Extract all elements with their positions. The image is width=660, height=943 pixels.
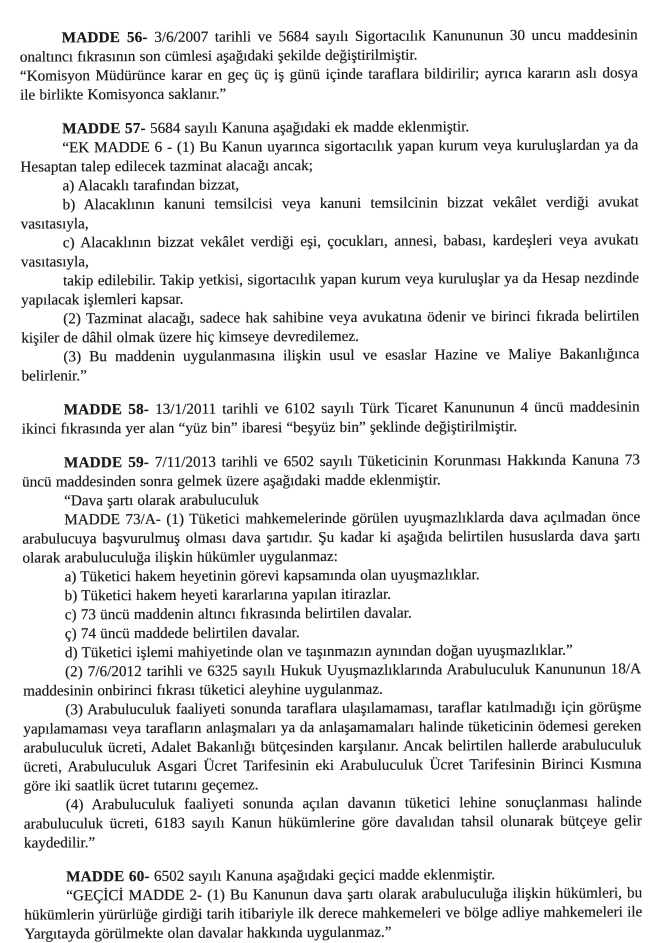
paragraph-text: MADDE 73/A- (1) Tüketici mahkemelerinde görülen uyuşmazlıklarda dava açılmadan önce arabulucuya başvurulmuş olması dava şartıdır. Şu kadar ki aşağıda belirtilen hususlarda dava şartı olarak arabuluculuğa ilişkin hükümler uygulanmaz: xyxy=(22,508,641,567)
paragraph-text: (2) Tazminat alacağı, sadece hak sahibine veya avukatına ödenir ve birinci fıkrada belirtilen kişiler de dâhil olmak üzere hiç kimseye devredilemez. xyxy=(21,307,640,347)
paragraph-text: 13/1/2011 tarihli ve 6102 sayılı Türk Ticaret Kanununun 4 üncü maddesinin ikinci fıkrasında yer alan “yüz bin” ibaresi “beşyüz bin” şeklinde değiştirilmiştir. xyxy=(21,398,640,438)
paragraph-text: 3/6/2007 tarihli ve 5684 sayılı Sigortacılık Kanununun 30 uncu maddesinin onaltıncı fıkrasının son cümlesi aşağıdaki şekilde değiştirilmiştir. xyxy=(19,26,638,66)
article-label: MADDE 56- xyxy=(61,28,148,47)
paragraph-text: “GEÇİCİ MADDE 2- (1) Bu Kanunun dava şartı olarak arabuluculuğa ilişkin hükümleri, bu hükümlerin yürürlüğe girdiği tarih itibariyle ilk derece mahkemeleri ve bölge adliye mahkemeleri ile Yargıtayda görülmekte olan davalar hakkında uygulanmaz.” xyxy=(24,884,643,943)
paragraph xyxy=(22,507,640,567)
paragraph-text: “Dava şartı olarak arabuluculuk xyxy=(64,491,259,510)
paragraph-text: c) 73 üncü maddenin altıncı fıkrasında belirtilen davalar. xyxy=(64,604,412,624)
paragraph xyxy=(22,450,640,491)
paragraph xyxy=(20,135,638,176)
paragraph xyxy=(24,792,642,852)
scanned-text-block xyxy=(20,25,643,943)
paragraph-text: “EK MADDE 6 - (1) Bu Kanun uyarınca sigortacılık yapan kurum veya kuruluşlardan ya da Hesaptan talep edilecek tazminat alacağı ancak; xyxy=(20,136,639,176)
paragraph-text: ç) 74 üncü maddede belirtilen davalar. xyxy=(64,624,300,643)
paragraph xyxy=(21,230,639,271)
paragraph xyxy=(23,697,641,795)
article-label: MADDE 57- xyxy=(62,119,146,138)
article-label: MADDE 58- xyxy=(63,400,150,419)
paragraph xyxy=(20,25,638,66)
paragraph-text: 5684 sayılı Kanuna aşağıdaki ek madde eklenmiştir. xyxy=(145,118,470,137)
paragraph-text: “Komisyon Müdürünce karar en geç üç iş günü içinde taraflara bildirilir; ayrıca kararın aslı dosya ile birlikte Komisyonca saklanır.” xyxy=(19,64,638,104)
paragraph xyxy=(22,397,640,438)
paragraph xyxy=(20,63,638,104)
paragraph-text: (2) 7/6/2012 tarihli ve 6325 sayılı Hukuk Uyuşmazlıklarında Arabuluculuk Kanununun 18/A maddesinin onbirinci fıkrası tüketici aleyhine uygulanmaz. xyxy=(23,660,642,700)
paragraph-text: c) Alacaklının bizzat vekâlet verdiği eşi, çocukları, annesi, babası, kardeşleri veya avukatı vasıtasıyla, xyxy=(20,231,639,271)
paragraph-text: (4) Arabuluculuk faaliyeti sonunda açılan davanın tüketici lehine sonuçlanması halinde arabuluculuk ücreti, 6183 sayılı Kanun hükümlerine göre davalıdan tahsil olunarak bütçeye gelir kaydedilir.” xyxy=(23,793,642,852)
paragraph-text: b) Alacaklının kanuni temsilcisi veya kanuni temsilcinin bizzat vekâlet verdiği avukat vasıtasıyla, xyxy=(20,193,639,233)
paragraph xyxy=(20,192,638,233)
paragraph-text: b) Tüketici hakem heyeti kararlarına yapılan itirazlar. xyxy=(64,585,392,605)
paragraph-text: takip edilebilir. Takip yetkisi, sigortacılık yapan kurum veya kuruluşlar ya da Hesap nezdinde yapılacak işlemleri kapsar. xyxy=(20,269,639,309)
paragraph-text: (3) Arabuluculuk faaliyeti sonunda taraflara ulaşılamaması, taraflar katılmadığı için görüşme yapılamaması veya tarafların anlaşmaları ya da anlaşamamaları halinde tüketicinin ödemesi gereken arabuluculuk ücreti, Adalet Bakanlığı bütçesinden karşılanır. Ancak belirtilen hallerde arabuluculuk ücreti, Arabuluculuk Asgari Ücret Tarifesinin eki Arabuluculuk Ücret Tarifesinin Birinci Kısmına göre iki saatlik ücret tutarını geçemez. xyxy=(23,698,642,795)
paragraph-text: a) Tüketici hakem heyetinin görevi kapsamında olan uyuşmazlıklar. xyxy=(64,566,480,586)
paragraph xyxy=(21,306,639,347)
paragraph xyxy=(21,268,639,309)
paragraph-text: a) Alacaklı tarafından bizzat, xyxy=(62,176,240,195)
paragraph-text: d) Tüketici işlemi mahiyetinde olan ve taşınmazın aynından doğan uyuşmazlıklar.” xyxy=(64,641,573,662)
article-label: MADDE 60- xyxy=(66,867,150,886)
paragraph xyxy=(21,344,639,385)
paragraph-text: (3) Bu maddenin uygulanmasına ilişkin usul ve esaslar Hazine ve Maliye Bakanlığınca belirlenir.” xyxy=(21,345,640,385)
article-label: MADDE 59- xyxy=(63,453,150,472)
paragraph xyxy=(24,883,642,943)
paragraph-text: 7/11/2013 tarihli ve 6502 sayılı Tüketicinin Korunması Hakkında Kanuna 73 üncü maddesinden sonra gelmek üzere aşağıdaki madde eklenmiştir. xyxy=(21,451,640,491)
paragraph xyxy=(23,659,641,700)
paragraph-text: 6502 sayılı Kanuna aşağıdaki geçici madde eklenmiştir. xyxy=(149,866,495,885)
